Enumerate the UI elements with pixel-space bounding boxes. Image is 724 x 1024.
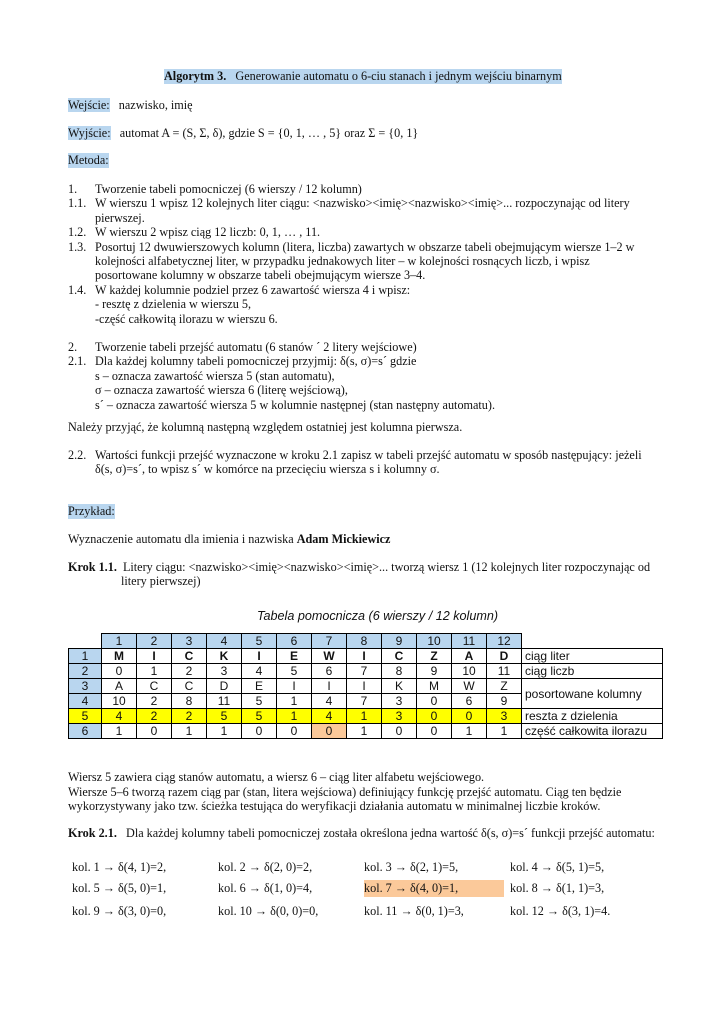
transition-item: kol. 12 → δ(3, 1)=4. <box>510 904 611 918</box>
transition-item: kol. 3 → δ(2, 1)=5, <box>364 860 459 874</box>
transition-item: kol. 6 → δ(1, 0)=4, <box>218 881 313 895</box>
col-header: 10 <box>417 634 452 649</box>
example-name: Adam Mickiewicz <box>296 532 391 546</box>
col-header: 11 <box>452 634 487 649</box>
transition-item: kol. 2 → δ(2, 0)=2, <box>218 860 313 874</box>
transition-item: kol. 11 → δ(0, 1)=3, <box>364 904 464 918</box>
input-value: nazwisko, imię <box>118 98 193 112</box>
output-value: automat A = (S, Σ, δ), gdzie S = {0, 1, … , 5} oraz Σ = {0, 1} <box>119 126 419 140</box>
table-caption: Tabela pomocnicza (6 wierszy / 12 kolumn) <box>257 609 499 623</box>
input-line <box>68 98 193 113</box>
row-label: posortowane kolumny <box>522 679 663 709</box>
transition-item: kol. 5 → δ(5, 0)=1, <box>72 881 167 895</box>
transition-item: kol. 8 → δ(1, 1)=3, <box>510 881 605 895</box>
transition-item-highlighted: kol. 7 → δ(4, 0)=1, <box>364 880 504 897</box>
step: 1.1. W wierszu 1 wpisz 12 kolejnych liter ciągu: <nazwisko><imię><nazwisko><imię>... rozpoczynając od litery <box>68 196 630 211</box>
method-label: Metoda: <box>68 153 109 167</box>
step: 1.2. W wierszu 2 wpisz ciąg 12 liczb: 0, 1, … , 11. <box>68 225 321 240</box>
table-header-row <box>69 634 663 649</box>
method-steps: 1. Tworzenie tabeli pomocniczej (6 wierszy / 12 kolumn) 1.1. W wierszu 1 wpisz 12 kolejnych liter ciągu: <nazwisko><imię><nazwisko><imię>... rozpoczynając od litery pierwszej. 1.2. W wierszu 2 wpisz ciąg 12 liczb: 0, 1, … , 11. 1.3. Posortuj 12 dwuwierszowych kolumn (litera, liczba) zawartych w obszarze tabeli obejmującym wiersze 1–2 w kolejności alfabetycznej liter, w przypadku jednakowych liter – w kolejności rosnących liczb, i wpisz posortowane kolumny w obszarze tabeli obejmującym wiersze 3–4. 1.4. W każdej kolumnie podziel przez 6 zawartość wiersza 4 i wpisz: - resztę z dzielenia w wierszu 5, -część całkowitą ilorazu w wierszu 6. 2. Tworzenie tabeli przejść automatu (6 stanów ´ 2 litery wejściowe) 2.1. Dla każdej kolumny tabeli pomocniczej przyjmij: δ(s, σ)=s´ gdzie s – oznacza zawartość wiersza 5 (stan automatu), σ – oznacza zawartość wiersza 6 (literę wejściową), s´ – oznacza zawartość wiersza 5 w kolumnie następnej (stan następny automatu). <box>68 182 635 412</box>
col-header: 6 <box>277 634 312 649</box>
algorithm-title <box>164 69 562 84</box>
table-row: 6 1 0 1 1 0 0 0 1 0 0 1 1 część całkowita ilorazu <box>69 724 663 739</box>
algorithm-title-text: Generowanie automatu o 6-ciu stanach i jednym wejściu binarnym <box>235 69 562 83</box>
table-row: 4 10 2 8 11 5 1 4 7 3 0 6 9 <box>69 694 663 709</box>
row-label: ciąg liter <box>522 649 663 664</box>
krok-1-1: Krok 1.1. Litery ciągu: <nazwisko><imię><nazwisko><imię>... tworzą wiersz 1 (12 kolejnych liter rozpoczynając od litery pierwszej) <box>68 560 651 589</box>
example-label: Przykład: <box>68 504 115 518</box>
transition-item: kol. 9 → δ(3, 0)=0, <box>72 904 167 918</box>
algorithm-label: Algorytm 3. <box>164 69 227 83</box>
step: 2. Tworzenie tabeli przejść automatu (6 stanów ´ 2 litery wejściowe) <box>68 340 417 355</box>
col-header: 9 <box>382 634 417 649</box>
step: 1.4. W każdej kolumnie podziel przez 6 zawartość wiersza 4 i wpisz: <box>68 282 411 297</box>
row-label: reszta z dzielenia <box>522 709 663 724</box>
table-row: 5 4 2 2 5 5 1 4 1 3 0 0 3 reszta z dzielenia <box>69 709 663 724</box>
input-label: Wejście: <box>68 98 110 112</box>
krok-2-1: Krok 2.1. Dla każdej kolumny tabeli pomocniczej została określona jedna wartość δ(s, σ)=s´ funkcji przejść automatu: <box>68 826 655 840</box>
step: 1.3. Posortuj 12 dwuwierszowych kolumn (litera, liczba) zawartych w obszarze tabeli obejmującym wiersze 1–2 w <box>68 239 635 254</box>
col-header: 3 <box>172 634 207 649</box>
auxiliary-table <box>68 633 663 739</box>
output-line <box>68 126 418 141</box>
transition-item: kol. 1 → δ(4, 1)=2, <box>72 860 167 874</box>
col-header: 12 <box>487 634 522 649</box>
krok-2-1-label: Krok 2.1. <box>68 826 117 840</box>
row-label: ciąg liczb <box>522 664 663 679</box>
col-header: 1 <box>102 634 137 649</box>
table-row: 2 0 1 2 3 4 5 6 7 8 9 10 11 ciąg liczb <box>69 664 663 679</box>
step: 1. Tworzenie tabeli pomocniczej (6 wierszy / 12 kolumn) <box>68 182 362 196</box>
row-label: część całkowita ilorazu <box>522 724 663 739</box>
table-row: 3 A C C D E I I I K M W Z posortowane kolumny <box>69 679 663 694</box>
paragraph-after-table: Wiersz 5 zawiera ciąg stanów automatu, a wiersz 6 – ciąg liter alfabetu wejściowego. Wiersze 5–6 tworzą razem ciąg par (stan, litera wejściowa) definiujący funkcję przejść automatu. Ciąg ten będzie wykorzystywany jako tzw. ścieżka testująca do weryfikacji działania automatu w minimalnej liczbie kroków. <box>68 770 622 814</box>
col-header: 2 <box>137 634 172 649</box>
transition-item: kol. 4 → δ(5, 1)=5, <box>510 860 605 874</box>
col-header: 4 <box>207 634 242 649</box>
table-row: 1 M I C K I E W I C Z A D ciąg liter <box>69 649 663 664</box>
step-2-2: 2.2. Wartości funkcji przejść wyznaczone w kroku 2.1 zapisz w tabeli przejść automatu w sposób następujący: jeżeli δ(s, σ)=s´, to wpisz s´ w komórce na przecięciu wiersza s i kolumny σ. <box>68 448 642 477</box>
krok-1-1-label: Krok 1.1. <box>68 560 117 574</box>
output-label: Wyjście: <box>68 126 111 140</box>
col-header: 7 <box>312 634 347 649</box>
note-text: Należy przyjąć, że kolumną następną względem ostatniej jest kolumna pierwsza. <box>68 420 463 434</box>
col-header: 5 <box>242 634 277 649</box>
col-header: 8 <box>347 634 382 649</box>
transition-item: kol. 10 → δ(0, 0)=0, <box>218 904 319 918</box>
step: 2.1. Dla każdej kolumny tabeli pomocniczej przyjmij: δ(s, σ)=s´ gdzie <box>68 354 417 369</box>
example-intro: Wyznaczenie automatu dla imienia i nazwiska Adam Mickiewicz <box>68 532 391 546</box>
